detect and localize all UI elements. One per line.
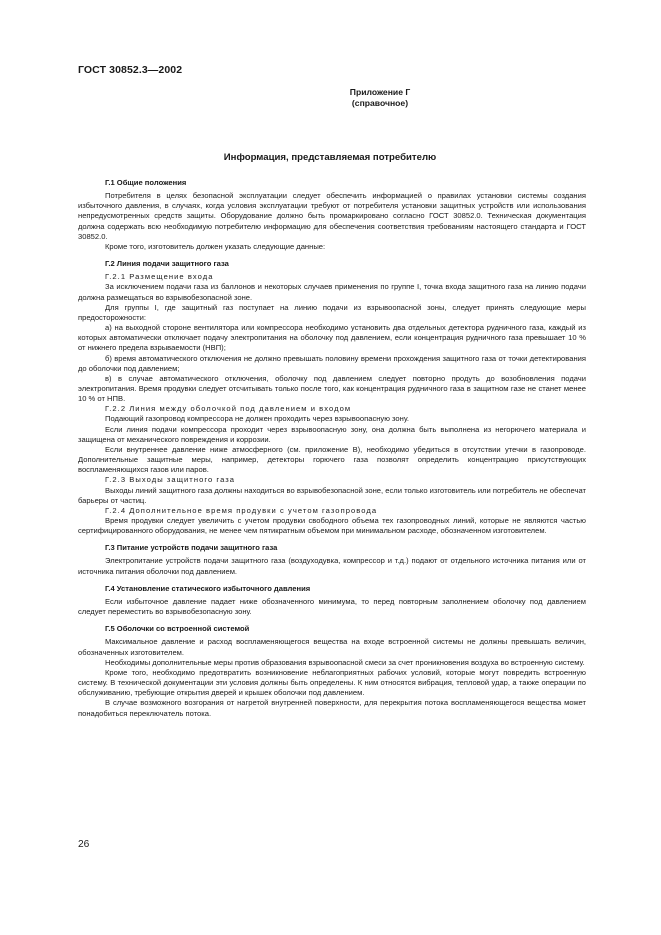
list-item-c: в) в случае автоматического отключения, оболочку под давлением следует повторно продуть до возобновления подачи электропитания. Время продувки следует отсчитывать только после того, как концентрация рудничного газа в защитном газе не станет менее 10 % от НПВ. bbox=[78, 373, 586, 404]
paragraph: Потребителя в целях безопасной эксплуатации следует обеспечить информацией о правилах установки системы создания избыточного давления, в случаях, когда условия эксплуатации требуют от потребителя установки защитных устройств или использования непредусмотренных средств защиты. Оборудование должно быть промаркировано согласно ГОСТ 30852.0. Техническая документация должна содержать всю необходимую потребителю информацию для обеспечения соответствия требованиям настоящего стандарта и ГОСТ 30852.0. bbox=[78, 191, 586, 241]
document-code: ГОСТ 30852.3—2002 bbox=[78, 64, 183, 76]
appendix-type: (справочное) bbox=[351, 98, 409, 108]
subsection-heading-g2-4: Г.2.4 Дополнительное время продувки с учетом газопровода bbox=[105, 505, 378, 515]
section-heading-g5: Г.5 Оболочки со встроенной системой bbox=[105, 624, 250, 634]
paragraph: Электропитание устройств подачи защитного газа (воздуходувка, компрессор и т.д.) подают от отдельного источника питания или от источника питания оболочки под давлением. bbox=[78, 556, 586, 576]
section-heading-g1: Г.1 Общие положения bbox=[105, 178, 187, 187]
paragraph: Необходимы дополнительные меры против образования взрывоопасной смеси за счет проникновения воздуха во встроенную систему. bbox=[105, 657, 585, 667]
section-heading-g4: Г.4 Установление статического избыточного давления bbox=[105, 583, 311, 593]
paragraph: Кроме того, изготовитель должен указать следующие данные: bbox=[105, 241, 326, 251]
paragraph: Если избыточное давление падает ниже обозначенного минимума, то перед повторным заполнением оболочку под давлением следует переместить во взрывобезопасную зону. bbox=[78, 596, 586, 617]
list-item-b: б) время автоматического отключения не должно превышать половину времени прохождения защитного газа от точки детектирования до оболочки под давлением; bbox=[78, 353, 586, 373]
paragraph: Кроме того, необходимо предотвратить возникновение неблагоприятных рабочих условий, которые могут повредить встроенную систему. В технической документации эти условия должны быть определены. К ним относятся вибрация, тепловой удар, а также операции по обслуживанию, требующие открытия дверей и крышек оболочки под давлением. bbox=[78, 667, 586, 698]
subsection-heading-g2-3: Г.2.3 Выходы защитного газа bbox=[105, 475, 236, 485]
appendix-title: Приложение Г bbox=[349, 87, 411, 97]
document-body bbox=[78, 178, 586, 719]
paragraph: За исключением подачи газа из баллонов и некоторых случаев применения по группе I, точка входа защитного газа на линию подачи должна размещаться во взрывобезопасной зоне. bbox=[78, 282, 586, 302]
paragraph: Если линия подачи компрессора проходит через взрывоопасную зону, она должна быть выполнена из негорючего материала и защищена от механического повреждения и коррозии. bbox=[78, 424, 586, 444]
paragraph: Выходы линий защитного газа должны находиться во взрывобезопасной зоне, если только изготовитель или потребитель не обеспечат барьеры от частиц. bbox=[78, 485, 586, 505]
section-heading-g2: Г.2 Линия подачи защитного газа bbox=[105, 259, 229, 269]
paragraph: Для группы I, где защитный газ поступает на линию подачи из взрывоопасной зоны, следует принять следующие меры предосторожности: bbox=[78, 302, 586, 322]
paragraph: Подающий газопровод компрессора не должен проходить через взрывоопасную зону. bbox=[105, 414, 409, 424]
section-heading-g3: Г.3 Питание устройств подачи защитного газа bbox=[105, 543, 278, 553]
document-title: Информация, представляемая потребителю bbox=[223, 152, 437, 163]
list-item-a: а) на выходной стороне вентилятора или компрессора необходимо установить два отдельных детектора рудничного газа, каждый из которых автоматически отключает подачу электропитания на оболочку под давлением, если концентрация рудничного газа превышает 10 % от нижнего предела взрываемости (НВП); bbox=[78, 323, 586, 353]
subsection-heading-g2-1: Г.2.1 Размещение входа bbox=[105, 272, 214, 282]
appendix-label bbox=[230, 87, 530, 109]
subsection-heading-g2-2: Г.2.2 Линия между оболочкой под давлением и входом bbox=[105, 404, 352, 414]
paragraph: Если внутреннее давление ниже атмосферного (см. приложение В), необходимо убедиться в отсутствии утечки в газопроводе. Дополнительные защитные меры, например, детекторы горючего газа позволят определить концентрацию присутствующих воспламеняющихся газов или паров. bbox=[78, 444, 586, 475]
paragraph: Время продувки следует увеличить с учетом продувки свободного объема тех газопроводных линий, которые не являются частью сертифицированного оборудования, не менее чем пятикратным объемом при минимальном расходе, обозначенном изготовителем. bbox=[78, 516, 586, 536]
paragraph: Максимальное давление и расход воспламеняющегося вещества на входе встроенной системы не должны превышать величин, обозначенных изготовителем. bbox=[78, 637, 586, 657]
page-number: 26 bbox=[78, 839, 90, 850]
paragraph: В случае возможного возгорания от нагретой внутренней поверхности, для перекрытия потока воспламеняющегося вещества может понадобиться переключатель потока. bbox=[78, 698, 586, 718]
